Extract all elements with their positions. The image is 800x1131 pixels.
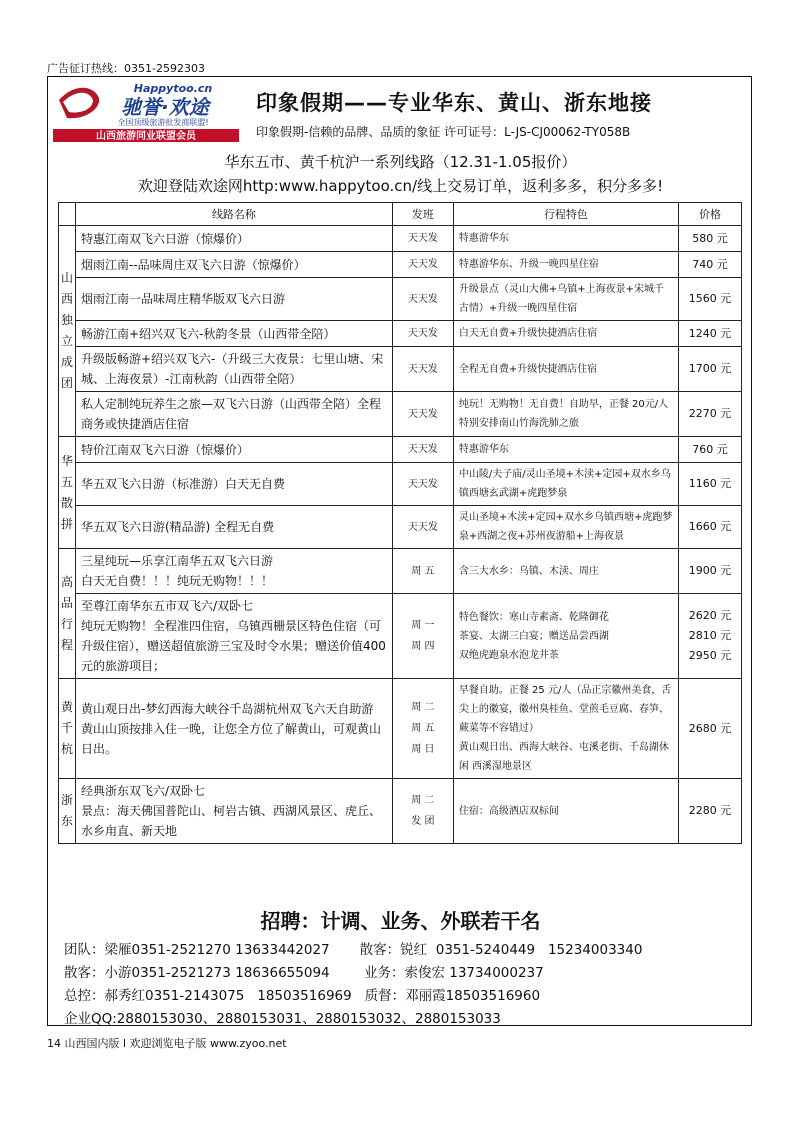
table-row: 黄千杭 黄山观日出-梦幻西海大峡谷千岛湖杭州双飞六天自助游 黄山山顶按排入住一晚，让您全方位了解黄山，可观黄山日出。 周 二 周 五 周 日 早餐自助。正餐 25 元/人（品正宗徽州美食，舌尖上的徽宴，徽州臭桂鱼、堂煎毛豆腐、春笋、蕨菜等不容错过） 黄山观日出、西海大峡谷、屯溪老街、千岛湖休闲 西溪湿地景区 2680 元 <box>59 679 742 779</box>
headline: 印象假期——专业华东、黄山、浙东地接 <box>256 91 652 115</box>
group-label: 浙东 <box>59 779 76 844</box>
license-line: 印象假期-信赖的品牌、品质的象征 许可证号：L-JS-CJ00062-TY058B <box>256 125 631 139</box>
header-depart: 发班 <box>392 203 453 226</box>
table-row: 山西独立成团 特惠江南双飞六日游（惊爆价） 天天发 特惠游华东 580 元 <box>59 226 742 252</box>
route-price-table <box>58 202 742 844</box>
contact-list <box>64 939 642 1031</box>
table-row: 高品行程 三星纯玩—乐享江南华五双飞六日游 白天无自费！！！纯玩无购物！！！ 周 五 含三大水乡：乌镇、木渎、周庄 1900 元 <box>59 549 742 594</box>
svg-text:山西旅游同业联盟会员: 山西旅游同业联盟会员 <box>96 131 196 142</box>
table-row: 华五双飞六日游(精品游) 全程无自费 天天发 灵山圣境+木渎+定园+双水乡乌镇西塘+虎跑梦泉+西湖之夜+苏州夜游船+上海夜景 1660 元 <box>59 506 742 549</box>
svg-text:Happytoo.cn: Happytoo.cn <box>133 82 213 95</box>
svg-text:全国顶级旅游批发商联盟!: 全国顶级旅游批发商联盟! <box>117 118 209 127</box>
table-row: 升级版畅游+绍兴双飞六-（升级三大夜景：七里山塘、宋城、上海夜景）-江南秋韵（山西带全陪） 天天发 全程无自费+升级快捷酒店住宿 1700 元 <box>59 347 742 392</box>
group-label: 华五散拼 <box>59 437 76 549</box>
table-row: 华五散拼 特价江南双飞六日游（惊爆价） 天天发 特惠游华东 760 元 <box>59 437 742 463</box>
contact-line: 散客：小游0351-2521273 18636655094 业务：索俊宏 13734000237 <box>64 965 544 981</box>
contact-line: 总控：郝秀红0351-2143075 18503516969 质督：邓丽霞18503516960 <box>64 988 541 1004</box>
table-row: 烟雨江南一品味周庄精华版双飞六日游 天天发 升级景点（灵山大佛+乌镇+上海夜景+宋城千古情）+升级一晚四星住宿 1560 元 <box>59 278 742 321</box>
happytoo-logo <box>53 80 239 142</box>
table-header-row <box>59 203 742 226</box>
table-row: 华五双飞六日游（标准游）白天无自费 天天发 中山陵/夫子庙/灵山圣境+木渎+定园+双水乡乌镇西塘玄武湖+虎跑梦泉 1160 元 <box>59 463 742 506</box>
group-label: 高品行程 <box>59 549 76 679</box>
routes-title: 华东五市、黄千杭沪一系列线路（12.31-1.05报价） <box>224 153 577 171</box>
header-price: 价格 <box>679 203 742 226</box>
ad-hotline: 广告征订热线：0351-2592303 <box>47 62 205 75</box>
table-row: 私人定制纯玩养生之旅—双飞六日游（山西带全陪）全程商务或快捷酒店住宿 天天发 纯玩！无购物！无自费！自助早，正餐 20元/人特别安排南山竹海洗肺之旅 2270 元 <box>59 392 742 437</box>
website-line: 欢迎登陆欢途网http:www.happytoo.cn/线上交易订单，返利多多，积分多多! <box>137 177 664 195</box>
group-label: 山西独立成团 <box>59 226 76 437</box>
table-row: 烟雨江南--品味周庄双飞六日游（惊爆价） 天天发 特惠游华东、升级一晚四星住宿 740 元 <box>59 252 742 278</box>
table-row: 浙东 经典浙东双飞六/双卧七 景点：海天佛国普陀山、柯岩古镇、西湖风景区、虎丘、水乡甪直、新天地 周 二 发 团 住宿：高级酒店双标间 2280 元 <box>59 779 742 844</box>
page-footer: 14 山西国内版 l 欢迎浏览电子版 www.zyoo.net <box>47 1037 287 1050</box>
table-row: 畅游江南+绍兴双飞六-秋韵冬景（山西带全陪） 天天发 白天无自费+升级快捷酒店住宿 1240 元 <box>59 321 742 347</box>
contact-line: 企业QQ:2880153030、2880153031、2880153032、2880153033 <box>64 1011 501 1027</box>
contact-line: 团队：梁雁0351-2521270 13633442027 散客：锐红 0351-5240449 15234003340 <box>64 942 643 958</box>
advert-frame <box>47 76 752 1026</box>
recruitment-heading: 招聘：计调、业务、外联若干名 <box>260 909 541 933</box>
header-feature: 行程特色 <box>453 203 678 226</box>
header-blank <box>59 203 76 226</box>
svg-text:驰誉·欢途: 驰誉·欢途 <box>121 95 209 119</box>
group-label: 黄千杭 <box>59 679 76 779</box>
table-row: 至尊江南华东五市双飞六/双卧七 纯玩无购物！全程准四住宿，乌镇西栅景区特色住宿（可升级住宿），赠送超值旅游三宝及时令水果；赠送价值400元的旅游项目； 周 一 周 四 特色餐饮：寒山寺素斋、乾隆御花 茶宴、太湖三白宴；赠送品尝西湖 双绝虎跑泉水泡龙井茶 2620 元 2810 元 2950 元 <box>59 594 742 679</box>
header-name: 线路名称 <box>76 203 393 226</box>
